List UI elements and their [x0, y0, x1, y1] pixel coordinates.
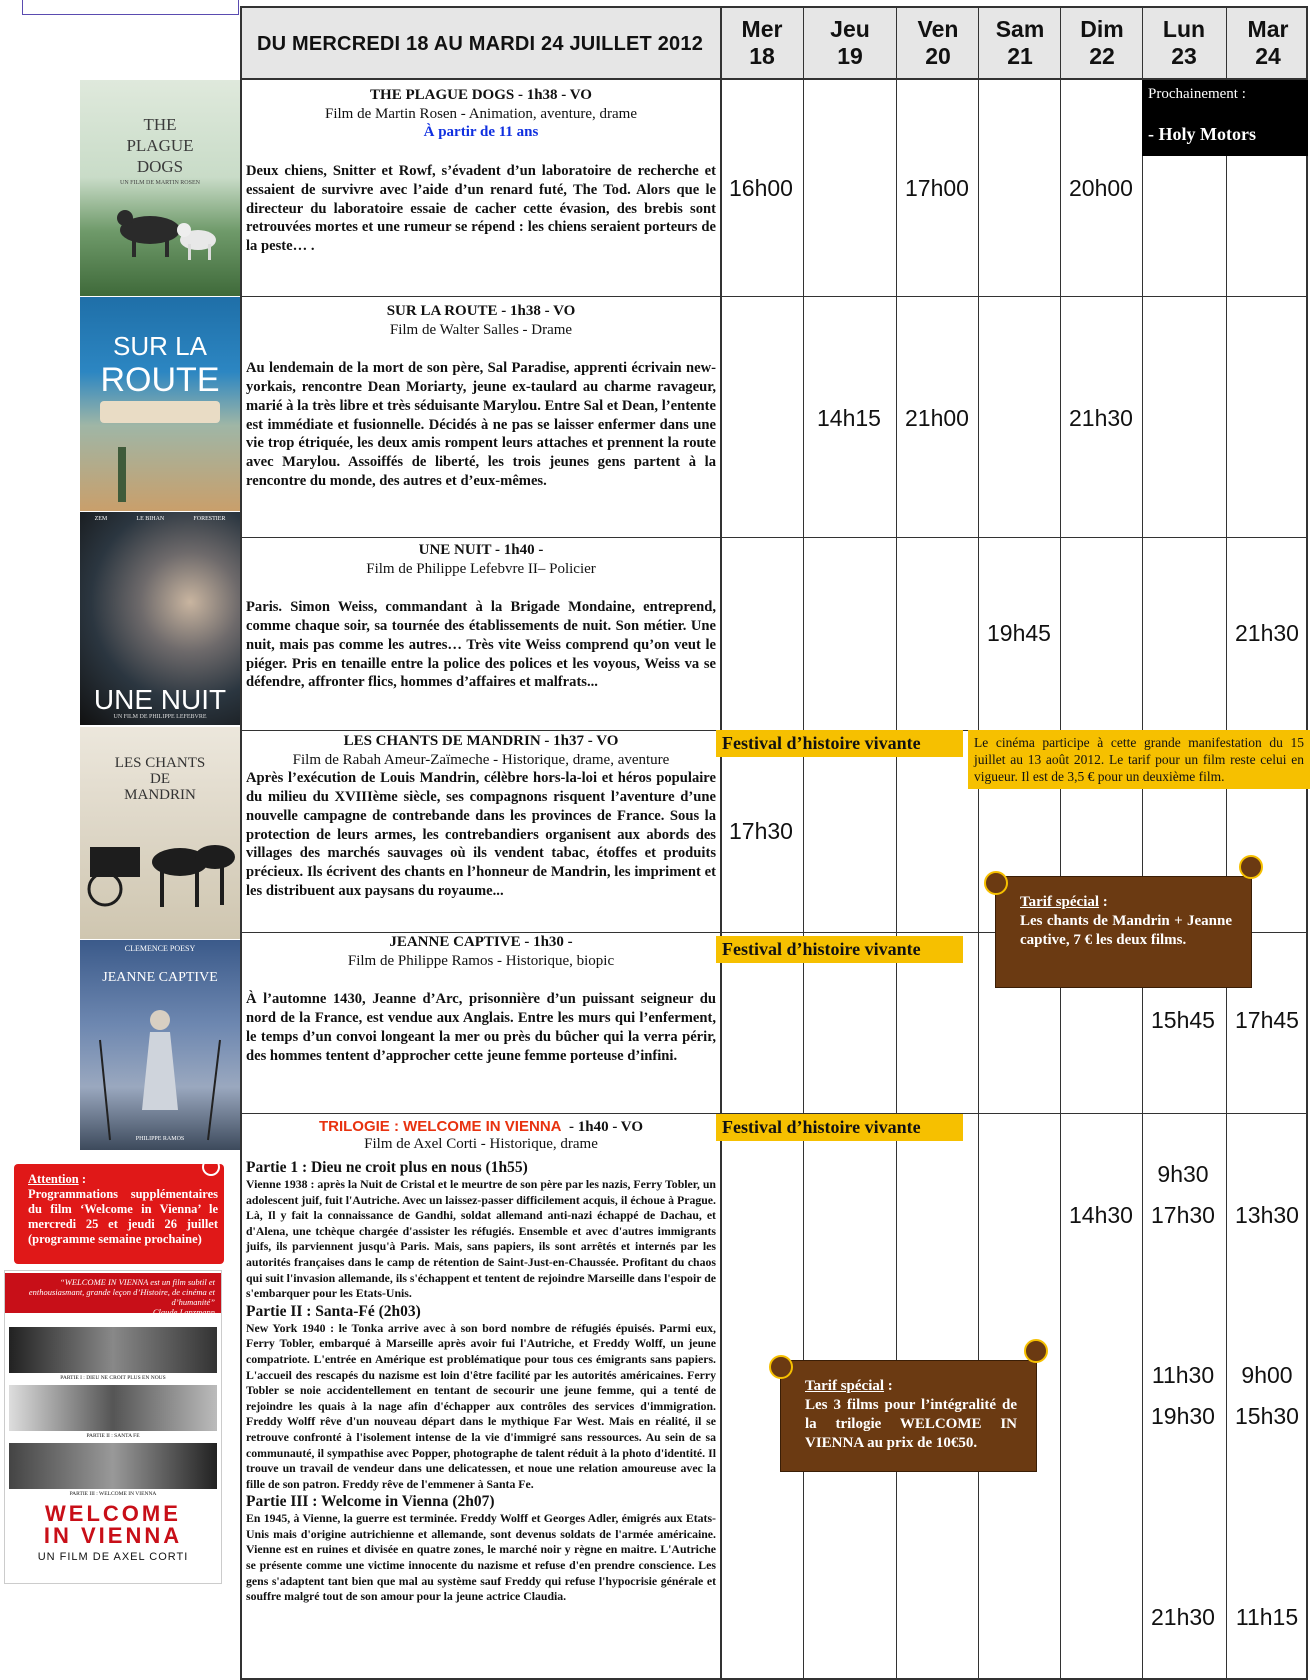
poster-title-line: LES CHANTS: [114, 755, 206, 771]
day-name: Jeu: [830, 16, 870, 42]
poster-still: [9, 1385, 217, 1431]
poster-credit: UN FILM DE MARTIN ROSEN: [120, 180, 200, 186]
attention-content: [28, 1172, 218, 1247]
poster-title-line: WELCOME: [45, 1501, 181, 1526]
poster-title-line: DE: [150, 771, 170, 787]
festival-note: Le cinéma participe à cette grande manifestation du 15 juillet au 13 août 2012. Le tarif pour un film reste celui en vigueur. Il est de 3,5 € pour un deuxième film.: [968, 730, 1310, 789]
film-meta: Film de Philippe Lefebvre II– Policier: [366, 560, 596, 577]
tarif-heading: Tarif spécial: [1020, 894, 1100, 910]
trilogy-parts: [246, 1158, 716, 1605]
tarif-body: Les chants de Mandrin + Jeanne captive, 7 € les deux films.: [1020, 913, 1232, 948]
day-number: 18: [749, 43, 775, 69]
film-une-nuit: [246, 541, 716, 692]
day-number: 19: [837, 43, 863, 69]
poster-quote-band: [5, 1273, 221, 1317]
film-meta: Film de Philippe Ramos - Historique, biopic: [347, 952, 615, 969]
showtime: 13h30: [1235, 1202, 1299, 1228]
film-title: JEANNE CAPTIVE - 1h30 -: [389, 934, 573, 950]
poster-actor: ZEM: [94, 516, 108, 522]
trilogy-title-line: [246, 1118, 716, 1136]
poster-credit: UN FILM DE AXEL CORTI: [37, 1551, 189, 1563]
film-chants-de-mandrin: [246, 732, 716, 900]
film-title: UNE NUIT - 1h40 -: [418, 542, 544, 558]
poster-top-names: [80, 516, 240, 522]
part-text: New York 1940 : le Tonka arrive avec à son bord nombre de réfugiés épuisés. Parmi eux, Ferry Tobler, embarqué à Marseille après avoir fui l'Autriche, et Freddy Wolff, un jeune compatriote. L'entrée en Amérique est problématique pour tous ces émigrants sans papiers. L'accueil des rescapés du nazisme est loin d'être facilité par les autorités américaines. Ferry Tobler se noie accidentellement en tentant de secourir une jeune femme, qui a tenté de rejoindre les quais à la nage afin d'échapper aux contrôles des services d'immigration. Freddy Wolff rêve d'un nouveau départ dans le mythique Far West. Mais en réalité, il se retrouve confronté à l'isolement intense de la vie d'immigré sans ressources. Au sein de sa communauté, il sympathise avec Popper, photographe de talent réduit à la photo d'identité. Il trouve un travail de vendeur dans une delicatessen, et noue une relation amoureuse avec la fille de son patron. Freddy rêve de l'emmener à Santa Fe.: [246, 1320, 716, 1491]
day-header-mer: [722, 8, 802, 78]
showtime: 21h00: [905, 405, 969, 431]
poster-chants-de-mandrin: [80, 727, 240, 939]
day-name: Sam: [995, 16, 1045, 42]
film-title: THE PLAGUE DOGS - 1h38 - VO: [370, 87, 592, 103]
poster-credit: UN FILM DE PHILIPPE LEFEBVRE: [113, 714, 207, 720]
film-jeanne-captive: [246, 933, 716, 1065]
showtime: 17h30: [729, 818, 793, 844]
showtime: 11h15: [1235, 1604, 1299, 1630]
poster-title: JEANNE CAPTIVE: [102, 970, 218, 985]
scroll-curl-icon: [769, 1355, 793, 1379]
day-name: Dim: [1080, 16, 1124, 42]
figure-illustration: [80, 940, 240, 1150]
poster-caption: PARTIE III : WELCOME IN VIENNA: [69, 1491, 157, 1497]
part-title: Partie 1 : Dieu ne croit plus en nous (1h55): [246, 1159, 528, 1176]
prochainement-box: [1142, 80, 1308, 156]
day-name: Ven: [917, 16, 959, 42]
poster-title: UNE NUIT: [93, 684, 227, 715]
showtime: 20h00: [1069, 175, 1133, 201]
tarif-body: Les 3 films pour l’intégralité de la trilogie WELCOME IN VIENNA au prix de 10€50.: [805, 1397, 1017, 1451]
festival-label: Festival d’histoire vivante: [716, 936, 963, 963]
schedule-title: DU MERCREDI 18 AU MARDI 24 JUILLET 2012: [256, 32, 704, 55]
part-text: Vienne 1938 : après la Nuit de Cristal et le meurtre de son père par les nazis, Ferry Tobler, un adolescent juif, fuit l'Autriche. Avec un laissez-passer difficilement acquis, il échoue à Prague. Là, Il y fait la connaissance de Gandhi, soldat allemand anti-nazi échappé de Dachau, et d'Alena, une tchèque chargée d'assister les réfugiés. Ensemble et avec d'autres immigrants juifs, ils parviennent jusqu'à Paris. Mais, sans papiers, ils sont arrêtés et internés par les autorités françaises dans le camp de rétention de Saint-Just-en-Chaussée. Profitant du chaos qui suit l'invasion allemande, ils s'échappent et tentent de rejoindre Marseille dans l'espoir de s'embarquer pour les Etats-Unis.: [246, 1177, 716, 1301]
day-name: Lun: [1162, 16, 1206, 42]
day-header-ven: [898, 8, 978, 78]
day-header-lun: [1144, 8, 1224, 78]
film-synopsis: Deux chiens, Snitter et Rowf, s’évadent d’un laboratoire de recherche et essaient de survivre avec l’aide d’un renard futé, The Tod. Alors que le directeur du laboratoire essaie de cacher cette évasion, des brebis sont retrouvées mortes et une rumeur se répend : les chiens seraient porteurs de la peste… .: [246, 163, 716, 254]
poster-title-line: IN VIENNA: [43, 1523, 183, 1548]
film-plague-dogs: [246, 86, 716, 256]
festival-label: Festival d’histoire vivante: [716, 1114, 963, 1141]
trilogy-title: TRILOGIE : WELCOME IN VIENNA: [318, 1118, 562, 1135]
film-meta: Film de Walter Salles - Drame: [389, 321, 573, 338]
showtime: 21h30: [1151, 1604, 1215, 1630]
day-number: 23: [1171, 43, 1197, 69]
prochainement-film: - Holy Motors: [1148, 124, 1256, 144]
showtime: 21h30: [1069, 405, 1133, 431]
poster-une-nuit: [80, 512, 240, 725]
film-meta: Film de Rabah Ameur-Zaïmeche - Historique, drame, aventure: [292, 751, 670, 768]
tarif-content: [1020, 893, 1232, 950]
day-header-sam: [980, 8, 1060, 78]
scroll-curl-icon: [1024, 1339, 1048, 1363]
film-synopsis: Paris. Simon Weiss, commandant à la Brigade Mondaine, entreprend, comme chaque soir, sa tournée des établissements de nuit. Son métier. Une nuit, mais pas comme les autres… Très vite Weiss comprend qu’on veut le piéger. Pris en tenaille entre la police des polices et les voyous, Weiss va se défendre, affronter flics, hommes d’affaires et malfrats...: [246, 599, 716, 691]
showtime: 14h30: [1069, 1202, 1133, 1228]
poster-plague-dogs: [80, 80, 240, 296]
tarif-special-scroll: [995, 876, 1252, 988]
poster-caption: PARTIE II : SANTA FE: [86, 1433, 140, 1439]
prochainement-label: Prochainement :: [1148, 86, 1246, 102]
tarif-colon: :: [1099, 894, 1108, 910]
poster-quote: “WELCOME IN VIENNA est un film subtil et enthousiasmant, grande leçon d’Histoire, de cinéma et d’humanité”: [28, 1277, 215, 1307]
trilogy-duration: - 1h40 - VO: [561, 1119, 643, 1135]
attention-body: Programmations supplémentaires du film ‘Welcome in Vienna’ le mercredi 25 et jeudi 26 juillet (programme semaine prochaine): [28, 1187, 218, 1246]
film-synopsis: Après l’exécution de Louis Mandrin, célèbre hors-la-loi et héros populaire du milieu du XVIIIème siècle, ses compagnons risquent l’aventure d’une nouvelle campagne de contrebande dans les provinces de France. Sous la protection de leurs armes, les contrebandiers organisent aux abords des villages des marchés sauvages où ils vendent tabac, étoffes et produits précieux. Ils écrivent des chants en l’honneur de Mandrin, les impriment et les distribuent aux paysans du royaume...: [246, 770, 716, 899]
trilogy-meta: Film de Axel Corti - Historique, drame: [364, 1136, 598, 1152]
tarif-heading-line: [805, 1377, 1017, 1396]
showtime: 17h45: [1235, 1007, 1299, 1033]
film-meta: Film de Martin Rosen - Animation, aventure, drame: [324, 105, 638, 122]
poster-still: [9, 1443, 217, 1489]
attention-heading: Attention: [28, 1172, 79, 1186]
film-sur-la-route: [246, 302, 716, 490]
poster-actor: LE BIHAN: [136, 516, 165, 522]
day-number: 21: [1007, 43, 1033, 69]
festival-label: Festival d’histoire vivante: [716, 730, 963, 757]
showtime: 9h00: [1241, 1362, 1293, 1388]
poster-actor: FORESTIER: [193, 516, 226, 522]
poster-title-line: MANDRIN: [124, 787, 196, 803]
day-number: 22: [1089, 43, 1115, 69]
day-number: 24: [1255, 43, 1281, 69]
showtime: 11h30: [1151, 1362, 1215, 1388]
poster-title-line: THE: [143, 115, 177, 134]
poster-car-image: [100, 401, 220, 423]
part-text: En 1945, à Vienne, la guerre est terminée. Freddy Wolff et Georges Adler, émigrés aux Etats-Unis mais d'origine autrichienne et allemande, sont devenus soldats de l'armée américaine. Vienne est en ruines et divisée en quatre zones, le marché noir y règne en maitre. L'Autriche se présente comme une victime innocente du nazisme et refuse d'en prendre conscience. Les gens s'adaptent tant bien que mal au système sauf Freddy qui refuse l'hypocrisie générale et souffre malgré tout de son amour pour la jeune actrice Claudia.: [246, 1511, 716, 1604]
attention-colon: :: [78, 1172, 86, 1186]
poster-still: [9, 1327, 217, 1373]
poster-credit: PHILIPPE RAMOS: [135, 1136, 185, 1142]
day-header-dim: [1062, 8, 1142, 78]
day-header-mar: [1228, 8, 1308, 78]
poster-title-line: SUR LA: [113, 331, 207, 361]
film-age: À partir de 11 ans: [423, 124, 539, 141]
showtime: 17h30: [1151, 1202, 1215, 1228]
tarif-colon: :: [884, 1378, 893, 1394]
poster-title: [5, 1503, 221, 1547]
showtime: 17h00: [905, 175, 969, 201]
showtime: 19h45: [987, 620, 1051, 646]
poster-cactus: [118, 447, 126, 502]
showtime: 16h00: [729, 175, 793, 201]
part-title: Partie II : Santa-Fé (2h03): [246, 1302, 421, 1320]
film-title: LES CHANTS DE MANDRIN - 1h37 - VO: [343, 733, 619, 749]
top-left-box: [22, 0, 239, 15]
showtime: 15h45: [1151, 1007, 1215, 1033]
scroll-curl-icon: [984, 871, 1008, 895]
dogs-illustration: [80, 80, 240, 296]
tarif-heading: Tarif spécial: [805, 1378, 885, 1394]
day-header-jeu: [805, 8, 895, 78]
poster-top: CLEMENCE POESY: [124, 944, 196, 953]
attention-note: [14, 1164, 224, 1264]
showtime: 19h30: [1151, 1403, 1215, 1429]
showtime: 15h30: [1235, 1403, 1299, 1429]
film-title: SUR LA ROUTE - 1h38 - VO: [386, 303, 576, 319]
showtime: 9h30: [1157, 1161, 1209, 1187]
film-synopsis: À l’automne 1430, Jeanne d’Arc, prisonnière d’un puissant seigneur du nord de la France, est vendue aux Anglais. Entre les murs qui l’enferment, le temps d’un convoi longeant la mer ou près du bûcher qui la verra périr, des hommes tentent d’approcher cette jeune femme porteuse d’infini.: [246, 991, 716, 1064]
part-title: Partie III : Welcome in Vienna (2h07): [246, 1493, 495, 1511]
trilogy-header: [246, 1118, 716, 1153]
film-synopsis: Au lendemain de la mort de son père, Sal Paradise, apprenti écrivain new-yorkais, rencontre Dean Moriarty, jeune ex-taulard au charme ravageur, marié à la très libre et très séduisante Marylou. Entre Sal et Dean, l’entente est immédiate et fusionnelle. Décidés à ne pas se laisser enfermer dans une vie trop étriquée, les deux amis rompent leurs attaches et prennent la route avec Marylou. Assoiffés de liberté, les trois jeunes gens partent à la rencontre du monde, des autres et d’eux-mêmes.: [246, 360, 716, 489]
poster-title-line: ROUTE: [100, 361, 220, 399]
showtime: 14h15: [817, 405, 881, 431]
poster-welcome-in-vienna: [4, 1270, 222, 1584]
poster-sur-la-route: [80, 297, 240, 511]
poster-jeanne-captive: [80, 940, 240, 1150]
showtime: 21h30: [1235, 620, 1299, 646]
tarif-content: [805, 1377, 1017, 1453]
poster-caption: PARTIE I : DIEU NE CROIT PLUS EN NOUS: [60, 1375, 166, 1381]
day-name: Mar: [1247, 16, 1289, 42]
poster-title-line: DOGS: [136, 157, 184, 176]
day-number: 20: [925, 43, 951, 69]
poster-quote-author: Claude Lanzmann: [152, 1307, 215, 1317]
poster-title-line: PLAGUE: [126, 136, 194, 155]
tarif-heading-line: [1020, 893, 1232, 912]
scroll-curl-icon: [1239, 855, 1263, 879]
day-name: Mer: [741, 16, 783, 42]
poster-title: [80, 329, 240, 397]
carriage-illustration: [80, 727, 240, 939]
tarif-special-scroll: [780, 1360, 1037, 1472]
